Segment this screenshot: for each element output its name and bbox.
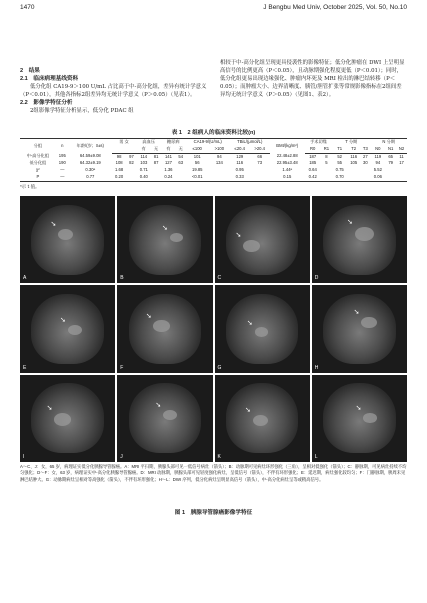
mri-panel [117, 196, 212, 283]
th-n-stage: N 分期 [370, 139, 407, 146]
table-cell: 17 [399, 160, 404, 166]
table-cell: 5 [325, 160, 328, 166]
table-cell: 30 [363, 160, 368, 166]
page-header [20, 4, 407, 16]
table-cell [321, 174, 333, 181]
panel-label: F [120, 364, 124, 371]
mri-panel [312, 285, 407, 372]
table-cell: 0.64 [308, 167, 317, 173]
table-cell: 81 [153, 153, 159, 159]
table-cell: 116 [350, 153, 358, 159]
table-cell: 22.48±2.88 [276, 153, 298, 159]
table-cell [360, 174, 370, 181]
arrow-icon: ➘ [244, 406, 251, 415]
table-cell [127, 167, 137, 174]
table-body [20, 153, 407, 181]
table-cell [209, 174, 230, 181]
table-cell: 64.32±9.19 [79, 160, 101, 166]
th-sub: ≤20.4 [230, 146, 250, 153]
table-cell: 87 [153, 160, 159, 166]
panel-label: G [217, 364, 222, 371]
lesion-region [68, 325, 82, 335]
table-cell [209, 167, 230, 174]
table-cell: 0.40 [136, 174, 151, 181]
th-hypertension: 高血压 [136, 139, 161, 146]
table-cell [347, 174, 360, 181]
table-cell: 1.36 [164, 167, 173, 173]
mri-scan-image [129, 205, 201, 275]
lesion-region [363, 413, 376, 423]
table-cell: 94 [217, 153, 222, 159]
table-cell: 中-高分化组 [26, 153, 50, 159]
mri-panel [312, 196, 407, 283]
panel-label: K [217, 454, 221, 460]
table-cell: 101 [193, 153, 201, 159]
clinical-data-table [20, 138, 407, 182]
th-sub [127, 146, 137, 153]
th-sub: R0 [305, 146, 321, 153]
th-margin: 手术切缘 [305, 139, 333, 146]
table-cell: 19.85 [192, 167, 203, 173]
lesion-region [253, 415, 268, 426]
table-cell [347, 167, 360, 174]
subsection-heading-imaging: 2.2 影像学特征分析 [20, 99, 73, 106]
th-bmi: BMI/(kg/m²) [270, 139, 305, 154]
arrow-icon: ➘ [162, 223, 168, 232]
th-sub: N2 [396, 146, 407, 153]
lesion-region [153, 320, 169, 332]
th-ca199: CA19-9/(U/mL) [186, 139, 230, 146]
lesion-region [255, 327, 268, 337]
arrow-icon: ➘ [60, 315, 66, 324]
table-cell: 116 [236, 160, 244, 166]
lesion-region [355, 227, 374, 241]
right-column [220, 60, 407, 100]
table-cell: 65 [388, 153, 393, 159]
section-heading-results: 2 结果 [20, 68, 40, 74]
th-diabetes: 糖尿病 [161, 139, 186, 146]
table-cell: 105 [350, 160, 358, 166]
panel-label: A [23, 275, 27, 282]
table-cell: 129 [236, 153, 244, 159]
mri-panel [312, 375, 407, 462]
table-footnote: ᵃ示 t 值。 [20, 185, 40, 190]
table-cell [360, 167, 370, 174]
lesion-region [54, 413, 71, 426]
table-cell: 低分化组 [29, 160, 47, 166]
panel-label: H [314, 364, 319, 371]
th-t-stage: T 分期 [332, 139, 370, 146]
table-cell [151, 167, 161, 174]
table-cell: 66 [257, 153, 263, 159]
th-sex: 男 女 [112, 139, 137, 146]
table-cell: 97 [129, 153, 134, 159]
th-sub: ≤100 [186, 146, 209, 153]
table-cell: 0.42 [305, 174, 321, 181]
table-cell: 64.59±9.08 [79, 153, 101, 159]
mri-panel [20, 285, 115, 372]
table-cell [250, 167, 270, 174]
arrow-icon: ➘ [235, 230, 242, 239]
table-cell: 119 [374, 153, 382, 159]
table-cell [321, 167, 333, 174]
table-cell: 187 [309, 153, 317, 159]
table-row [20, 174, 407, 181]
table-cell: 0.30ᵃ [85, 167, 96, 173]
table-cell [127, 174, 137, 181]
table-cell: 8 [325, 153, 328, 159]
table-cell: 1.44ᵃ [282, 167, 293, 173]
table-cell [385, 174, 396, 181]
table-cell: 0.20 [112, 174, 127, 181]
table-cell: 1.68 [115, 167, 124, 173]
th-sub: T1 [332, 146, 347, 153]
panel-label: I [23, 454, 25, 460]
th-tbil: TBiL/(μmol/L) [230, 139, 270, 146]
panel-label: C [217, 275, 222, 282]
table-cell [250, 174, 270, 181]
table-cell: 0.06 [370, 174, 385, 181]
table-cell: 0.33 [230, 174, 250, 181]
table-cell: 103 [140, 160, 148, 166]
th-sub: R1 [321, 146, 333, 153]
table-row [20, 153, 407, 160]
table-row [20, 160, 407, 167]
left-column [20, 68, 207, 115]
table-cell: — [56, 174, 69, 181]
table-cell: 63 [178, 160, 184, 166]
th-sub: N1 [385, 146, 396, 153]
table-cell: 11 [399, 153, 404, 159]
arrow-icon: ➘ [346, 217, 353, 226]
mri-panel [20, 375, 115, 462]
table-cell: 108 [115, 160, 123, 166]
table-cell [151, 174, 161, 181]
figure-caption: 图 1 胰腺导管腺癌影像学特征 [174, 510, 253, 516]
table-cell: 185 [309, 160, 317, 166]
table-cell [176, 174, 186, 181]
table-cell: 134 [215, 160, 223, 166]
journal-citation: J Bengbu Med Univ, October 2025, Vol. 50, No.10 [263, 4, 407, 11]
table-cell: 5.52 [373, 167, 382, 173]
table-cell: 73 [257, 160, 263, 166]
th-n: n [56, 139, 69, 154]
th-sub: >20.4 [250, 146, 270, 153]
panel-label: D [314, 275, 319, 282]
paragraph-imaging: 2组影像学特征分析显示，低分化 PDAC 组 [30, 107, 134, 114]
table-row [20, 167, 407, 174]
mri-scan-image [226, 205, 298, 275]
arrow-icon: ➘ [353, 308, 360, 317]
table-cell: χ² [36, 167, 40, 173]
arrow-icon: ➘ [246, 318, 253, 327]
mri-scan-image [323, 383, 395, 453]
table-cell: 56 [194, 160, 200, 166]
th-sub: N0 [370, 146, 385, 153]
figure-legend: A～C、J：女，65 岁，病理证实低分化胰腺导管腺癌。A：MRI 平扫期，胰腺头部可见一低信号病灶（箭头）；B：动脉期可见病灶环形强化（三角），呈相对低强化（箭头）；C：静脉期，可见病灶持续不均匀强化；D～F：女，63 岁，病理证实中-高分化胰腺导管腺癌。D：MRI 动脉期，胰腺头部可见轻度强化病灶，呈低信号（箭头），不伴有环形强化；E：延迟期，病灶强化较均匀；F：门静脉期，胰周未见淋巴结肿大。G：动脉期病灶呈相对等高强化（箭头），不伴有环形强化；H～L：DWI 序列，低分化病灶呈明显高信号（箭头），中-高分化病灶呈等或稍高信号。 [20, 464, 407, 482]
table-cell: <0.01 [186, 174, 209, 181]
th-sub: >100 [209, 146, 230, 153]
table-cell: 0.24 [161, 174, 176, 181]
table-cell: 0.95 [235, 167, 244, 173]
mri-figure-grid [20, 196, 407, 462]
mri-panel [215, 196, 310, 283]
th-sub: 有 [136, 146, 151, 153]
panel-label: J [120, 454, 123, 460]
mri-panel [20, 196, 115, 283]
panel-label: B [120, 275, 124, 282]
table-cell: 0.15 [270, 174, 305, 181]
table-cell: 127 [164, 160, 172, 166]
paragraph-imaging-continued: 相较于中-高分化组呈现更具侵袭性的影像特征；低分化肿瘤在 DWI 上呈明显高信号的比例更高（P＜0.05），且动脉期强化程度更低（P＜0.01）；同时，低分化组更易出现边缘强化、肿瘤内坏死及 MRI 检出的淋巴结转移（P＜0.05）；而肿瘤大小、边界清晰度、胰管/胆管扩张等常规影像指标在2组间差异均无统计学意义（P＞0.05）（见图1、表2）。 [220, 60, 405, 98]
th-sub: T3 [360, 146, 370, 153]
table-cell: 190 [58, 160, 66, 166]
table-cell [385, 167, 396, 174]
mri-scan-image [323, 294, 395, 364]
table-cell: 98 [116, 153, 122, 159]
th-sub: T2 [347, 146, 360, 153]
arrow-icon: ➘ [355, 404, 362, 413]
table-cell: 0.70 [332, 174, 347, 181]
table-cell: 82 [129, 160, 134, 166]
table-cell: 52 [337, 153, 342, 159]
th-sub [112, 146, 127, 153]
table-cell: 27 [363, 153, 368, 159]
th-group: 分组 [20, 139, 56, 154]
panel-label: E [23, 364, 27, 371]
table-cell: 54 [178, 153, 184, 159]
table-cell: 141 [164, 153, 172, 159]
mri-panel [215, 375, 310, 462]
table-cell [396, 167, 407, 174]
arrow-icon: ➘ [46, 404, 53, 413]
table-cell: P [20, 174, 56, 181]
arrow-icon: ➘ [50, 220, 57, 229]
table-cell: 22.95±3.48 [276, 160, 298, 166]
th-sub: 无 [151, 146, 161, 153]
arrow-icon: ➘ [155, 400, 162, 409]
table-caption: 表 1 2 组病人的临床资料比较(n) [171, 130, 256, 136]
table-cell: 0.77 [69, 174, 112, 181]
table-cell: 94 [375, 160, 381, 166]
table-cell: 114 [140, 153, 148, 159]
mri-panel [117, 285, 212, 372]
arrow-icon: ➘ [145, 311, 152, 320]
mri-panel [215, 285, 310, 372]
th-sub: 有 [161, 146, 176, 153]
page-number: 1470 [20, 4, 35, 11]
mri-panel [117, 375, 212, 462]
paragraph-baseline: 低分化组 CA19-9＞100 U/mL 占比高于中-高分化组，差异有统计学意义（P＜0.01），其他各指标2组差异均无统计学意义（P＞0.05）（见表1）。 [20, 83, 207, 98]
subsection-heading-baseline: 2.1 临床病理基线资料 [20, 75, 79, 82]
table-cell: 55 [337, 160, 342, 166]
th-age: 年龄/(岁；x̄±s) [69, 139, 112, 154]
table-cell [396, 174, 407, 181]
th-sub: 无 [176, 146, 186, 153]
table-cell: 195 [58, 153, 66, 159]
table-cell: 0.71 [139, 167, 148, 173]
table-cell [176, 167, 186, 174]
lesion-region [361, 317, 376, 328]
panel-label: L [314, 454, 318, 460]
table-cell: — [60, 167, 65, 173]
table-cell: 79 [388, 160, 393, 166]
table-cell: 0.75 [335, 167, 344, 173]
